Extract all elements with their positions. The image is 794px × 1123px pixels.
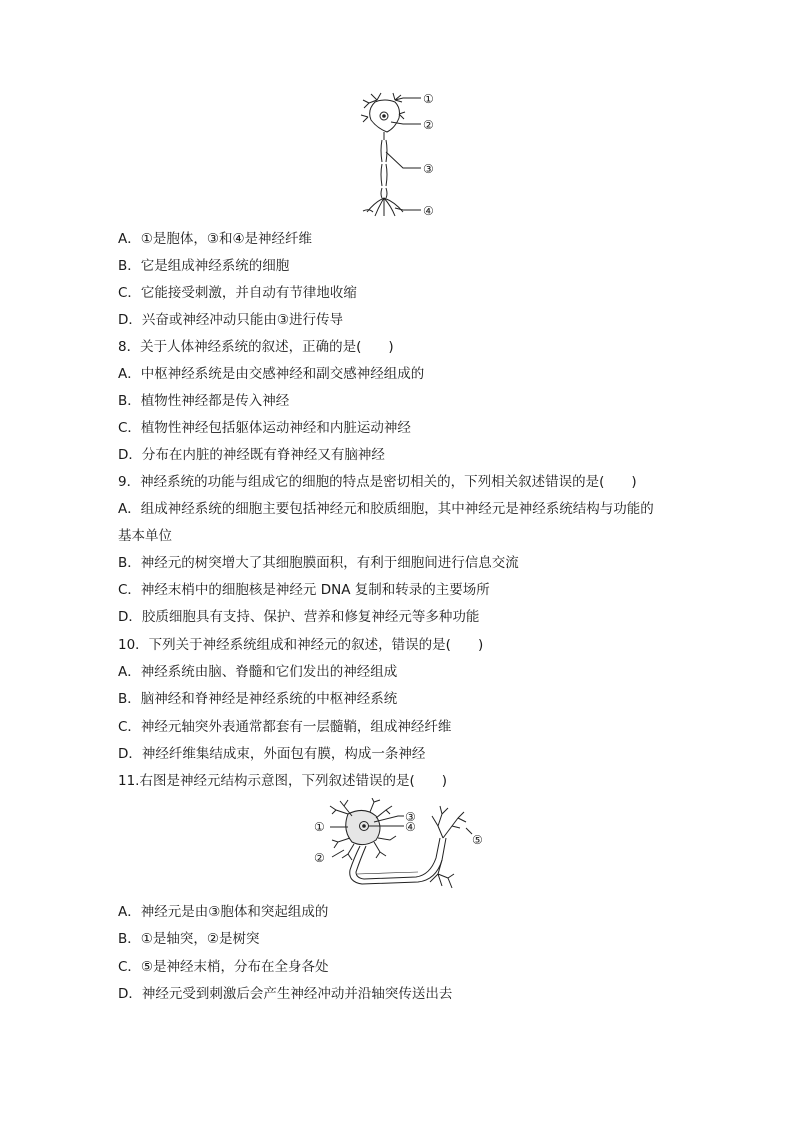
q9-stem: 9．神经系统的功能与组成它的细胞的特点是密切相关的，下列相关叙述错误的是( ): [118, 474, 637, 490]
figure1-label-3: ③: [423, 162, 434, 176]
q10-option-b: B．脑神经和脊神经是神经系统的中枢神经系统: [118, 691, 398, 707]
figure1-label-1: ①: [423, 92, 434, 106]
neuron-diagram-horizontal: [310, 798, 500, 896]
q11-option-d: D．神经元受到刺激后会产生神经冲动并沿轴突传送出去: [118, 986, 453, 1002]
figure1-label-2: ②: [423, 118, 434, 132]
q9-option-a-cont: 基本单位: [118, 528, 172, 544]
figure1-label-4: ④: [423, 204, 434, 218]
q8-option-b: B．植物性神经都是传入神经: [118, 393, 290, 409]
neuron-diagram-vertical: [355, 90, 445, 222]
q7-option-a: A．①是胞体，③和④是神经纤维: [118, 231, 313, 247]
q9-option-d: D．胶质细胞具有支持、保护、营养和修复神经元等多种功能: [118, 609, 480, 625]
figure2-label-5: ⑤: [472, 833, 483, 847]
q11-option-b: B．①是轴突，②是树突: [118, 931, 260, 947]
figure2-label-2: ②: [314, 851, 325, 865]
q11-option-a: A．神经元是由③胞体和突起组成的: [118, 904, 329, 920]
q7-option-c: C．它能接受刺激，并自动有节律地收缩: [118, 285, 357, 301]
q11-option-c: C．⑤是神经末梢，分布在全身各处: [118, 959, 329, 975]
q8-option-d: D．分布在内脏的神经既有脊神经又有脑神经: [118, 447, 385, 463]
q9-option-c: C．神经末梢中的细胞核是神经元 DNA 复制和转录的主要场所: [118, 582, 490, 598]
q7-option-b: B．它是组成神经系统的细胞: [118, 258, 290, 274]
q10-option-d: D．神经纤维集结成束，外面包有膜，构成一条神经: [118, 746, 426, 762]
q9-option-b: B．神经元的树突增大了其细胞膜面积，有利于细胞间进行信息交流: [118, 555, 519, 571]
q8-option-c: C．植物性神经包括躯体运动神经和内脏运动神经: [118, 420, 411, 436]
q10-option-c: C．神经元轴突外表通常都套有一层髓鞘，组成神经纤维: [118, 719, 452, 735]
q9-option-a: A．组成神经系统的细胞主要包括神经元和胶质细胞，其中神经元是神经系统结构与功能的: [118, 501, 654, 517]
figure2-label-3: ③: [405, 810, 416, 824]
figure2-label-1: ①: [314, 820, 325, 834]
figure2-label-4: ④: [405, 820, 416, 834]
q11-stem: 11.右图是神经元结构示意图，下列叙述错误的是( ): [118, 773, 448, 789]
q8-option-a: A．中枢神经系统是由交感神经和副交感神经组成的: [118, 366, 425, 382]
q8-stem: 8．关于人体神经系统的叙述，正确的是( ): [118, 339, 394, 355]
q10-option-a: A．神经系统由脑、脊髓和它们发出的神经组成: [118, 664, 398, 680]
q7-option-d: D．兴奋或神经冲动只能由③进行传导: [118, 312, 343, 328]
q10-stem: 10．下列关于神经系统组成和神经元的叙述，错误的是( ): [118, 637, 484, 653]
